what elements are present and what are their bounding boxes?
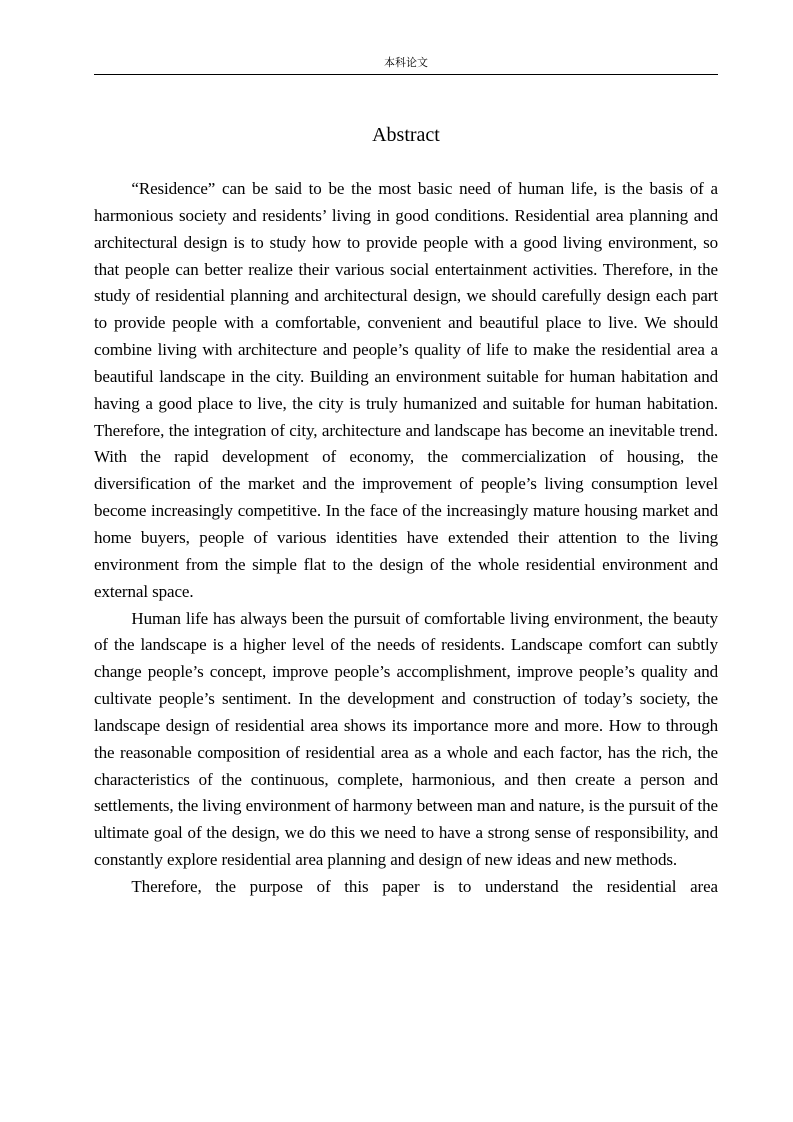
abstract-body bbox=[94, 176, 718, 901]
header-rule bbox=[94, 74, 718, 75]
running-header: 本科论文 bbox=[384, 56, 428, 69]
abstract-title: Abstract bbox=[372, 124, 440, 146]
paragraph-1: “Residence” can be said to be the most basic need of human life, is the basis of a harmonious society and residents’ living in good conditions. Residential area planning and architectural design is to study how to provide people with a good living environment, so that people can better realize their various social entertainment activities. Therefore, in the study of residential planning and architectural design, we should carefully design each part to provide people with a comfortable, convenient and beautiful place to live. We should combine living with architecture and people’s quality of life to make the residential area a beautiful landscape in the city. Building an environment suitable for human habitation and having a good place to live, the city is truly humanized and suitable for human habitation. Therefore, the integration of city, architecture and landscape has become an inevitable trend. With the rapid development of economy, the commercialization of housing, the diversification of the market and the improvement of people’s living consumption level become increasingly competitive. In the face of the increasingly mature housing market and home buyers, people of various identities have extended their attention to the living environment from the simple flat to the design of the whole residential environment and external space. bbox=[94, 179, 718, 601]
paragraph-3: Therefore, the purpose of this paper is to understand the residential area bbox=[131, 876, 718, 896]
paragraph-2: Human life has always been the pursuit of comfortable living environment, the beauty of the landscape is a higher level of the needs of residents. Landscape comfort can subtly change people’s concept, improve people’s accomplishment, improve people’s quality and cultivate people’s sentiment. In the development and construction of today’s society, the landscape design of residential area shows its importance more and more. How to through the reasonable composition of residential area as a whole and each factor, has the rich, the characteristics of the continuous, complete, harmonious, and then create a person and settlements, the living environment of harmony between man and nature, is the pursuit of the ultimate goal of the design, we do this we need to have a strong sense of responsibility, and constantly explore residential area planning and design of new ideas and new methods. bbox=[94, 608, 718, 870]
